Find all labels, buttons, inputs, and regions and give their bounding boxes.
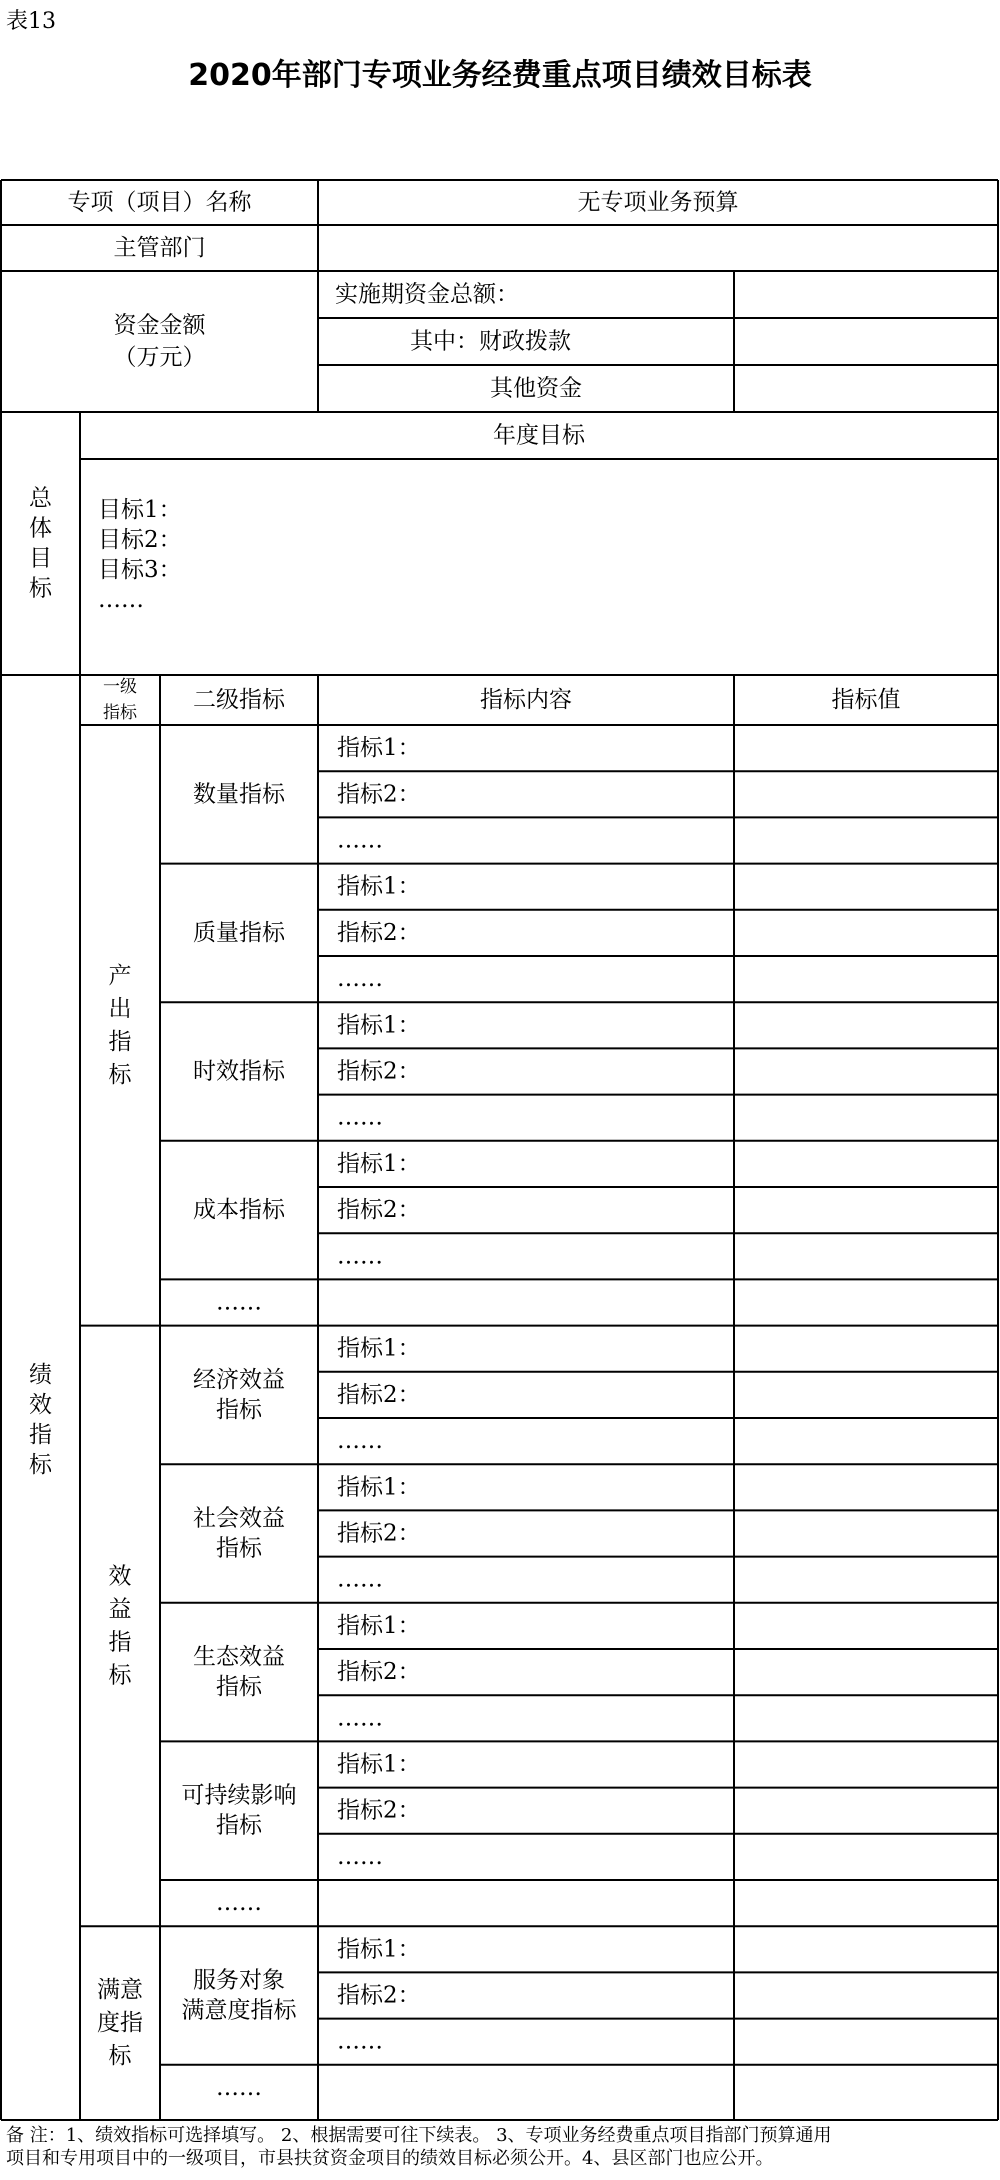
project-name-label: 专项（项目）名称: [67, 189, 252, 216]
indicator-item-label: ……: [337, 2028, 383, 2055]
indicator-item-label: ……: [337, 1104, 383, 1131]
secondary-indicator: 满意度指标: [181, 1997, 297, 2024]
dept-label: 主管部门: [113, 235, 206, 261]
document-title: 2020年部门专项业务经费重点项目绩效目标表: [188, 58, 812, 93]
primary-indicator: 标: [108, 1662, 132, 1689]
indicator-item-label: ……: [337, 1243, 383, 1270]
secondary-indicator: 数量指标: [193, 781, 285, 808]
indicator-item-label: 指标1：: [337, 1474, 421, 1501]
header-value: 指标值: [831, 687, 901, 713]
indicator-item-label: 指标1：: [337, 735, 421, 762]
performance-indicator-label: 绩: [29, 1362, 52, 1388]
primary-indicator: 度指: [97, 2010, 143, 2037]
indicator-item-label: 指标2：: [337, 1520, 421, 1547]
footnote: [6, 2124, 996, 2170]
primary-indicator: 指: [108, 1629, 132, 1656]
indicator-item-label: ……: [337, 1428, 383, 1455]
more-secondary-row: ……: [216, 2074, 262, 2101]
indicator-item-label: 指标1：: [337, 1936, 421, 1963]
indicator-item-label: 指标2：: [337, 1197, 421, 1224]
secondary-indicator: 时效指标: [193, 1058, 285, 1085]
secondary-indicator: 指标: [216, 1535, 262, 1562]
primary-indicator: 标: [108, 1061, 132, 1088]
overall-goal-label: 目: [29, 545, 52, 572]
indicator-item-label: 指标1：: [337, 1335, 421, 1362]
footnote-line: 项目和专用项目中的一级项目，市县扶贫资金项目的绩效目标必须公开。4、县区部门也应公开。: [6, 2148, 774, 2169]
secondary-indicator: 指标: [216, 1812, 262, 1839]
indicator-item-label: 指标1：: [337, 1751, 421, 1778]
project-name-value: 无专项业务预算: [577, 189, 739, 216]
secondary-indicator: 指标: [216, 1396, 262, 1423]
indicator-item-label: ……: [337, 1566, 383, 1593]
indicator-item-label: 指标1：: [337, 873, 421, 900]
indicator-item-label: 指标2：: [337, 1058, 421, 1085]
performance-indicator-label: 标: [29, 1452, 52, 1478]
goal-line: 目标1：: [98, 497, 182, 523]
indicator-item-label: 指标1：: [337, 1612, 421, 1639]
secondary-indicator: 生态效益: [193, 1644, 285, 1671]
more-secondary-row: ……: [216, 1289, 262, 1316]
secondary-indicator: 指标: [216, 1674, 262, 1701]
secondary-indicator: 社会效益: [193, 1505, 285, 1532]
primary-indicator: 满意: [97, 1977, 143, 2004]
funds-row-label: 其他资金: [490, 375, 582, 402]
indicator-item-label: ……: [337, 1843, 383, 1870]
performance-indicator-label: 效: [29, 1392, 52, 1418]
overall-goal-label: 标: [29, 575, 52, 602]
funds-label: （万元）: [113, 344, 206, 371]
indicator-item-label: 指标1：: [337, 1150, 421, 1177]
secondary-indicator: 服务对象: [193, 1967, 285, 1994]
primary-indicator: 益: [108, 1596, 132, 1623]
header-level2: 二级指标: [193, 687, 285, 713]
primary-indicator: 指: [108, 1028, 132, 1055]
indicator-item-label: 指标2：: [337, 1982, 421, 2009]
goal-line: 目标3：: [98, 557, 182, 583]
indicator-item-label: 指标2：: [337, 1797, 421, 1824]
indicator-item-label: 指标2：: [337, 1381, 421, 1408]
overall-goal-label: 体: [29, 515, 52, 542]
performance-indicator-label: 指: [29, 1422, 52, 1448]
funds-label: 资金金额: [113, 312, 206, 339]
header-level1: 指标: [103, 703, 137, 723]
header-content: 指标内容: [480, 687, 572, 713]
primary-indicator: 效: [108, 1563, 132, 1590]
goal-line: ……: [98, 587, 144, 613]
indicator-item-label: ……: [337, 1705, 383, 1732]
table-number: 表13: [6, 9, 56, 34]
funds-row-label: 实施期资金总额：: [335, 281, 519, 308]
indicator-item-label: ……: [337, 827, 383, 854]
secondary-indicator: 经济效益: [193, 1366, 285, 1393]
more-secondary-row: ……: [216, 1890, 262, 1917]
primary-indicator: 标: [108, 2043, 132, 2070]
indicator-item-label: 指标2：: [337, 1659, 421, 1686]
primary-indicator: 出: [108, 995, 132, 1022]
footnote-line: 备 注：1、绩效指标可选择填写。 2、根据需要可往下续表。 3、专项业务经费重点项目指部门预算通用: [6, 2125, 832, 2146]
indicator-item-label: 指标1：: [337, 1012, 421, 1039]
primary-indicator: 产: [108, 962, 132, 989]
secondary-indicator: 成本指标: [193, 1197, 285, 1224]
header-level1: 一级: [103, 677, 137, 697]
secondary-indicator: 可持续影响: [181, 1782, 297, 1809]
indicator-item-label: ……: [337, 966, 383, 993]
indicator-item-label: 指标2：: [337, 919, 421, 946]
indicator-item-label: 指标2：: [337, 781, 421, 808]
goal-line: 目标2：: [98, 527, 182, 553]
secondary-indicator: 质量指标: [193, 919, 285, 946]
annual-goal-header: 年度目标: [493, 422, 585, 449]
funds-row-label: 其中：财政拨款: [410, 328, 571, 355]
overall-goal-label: 总: [29, 485, 52, 512]
